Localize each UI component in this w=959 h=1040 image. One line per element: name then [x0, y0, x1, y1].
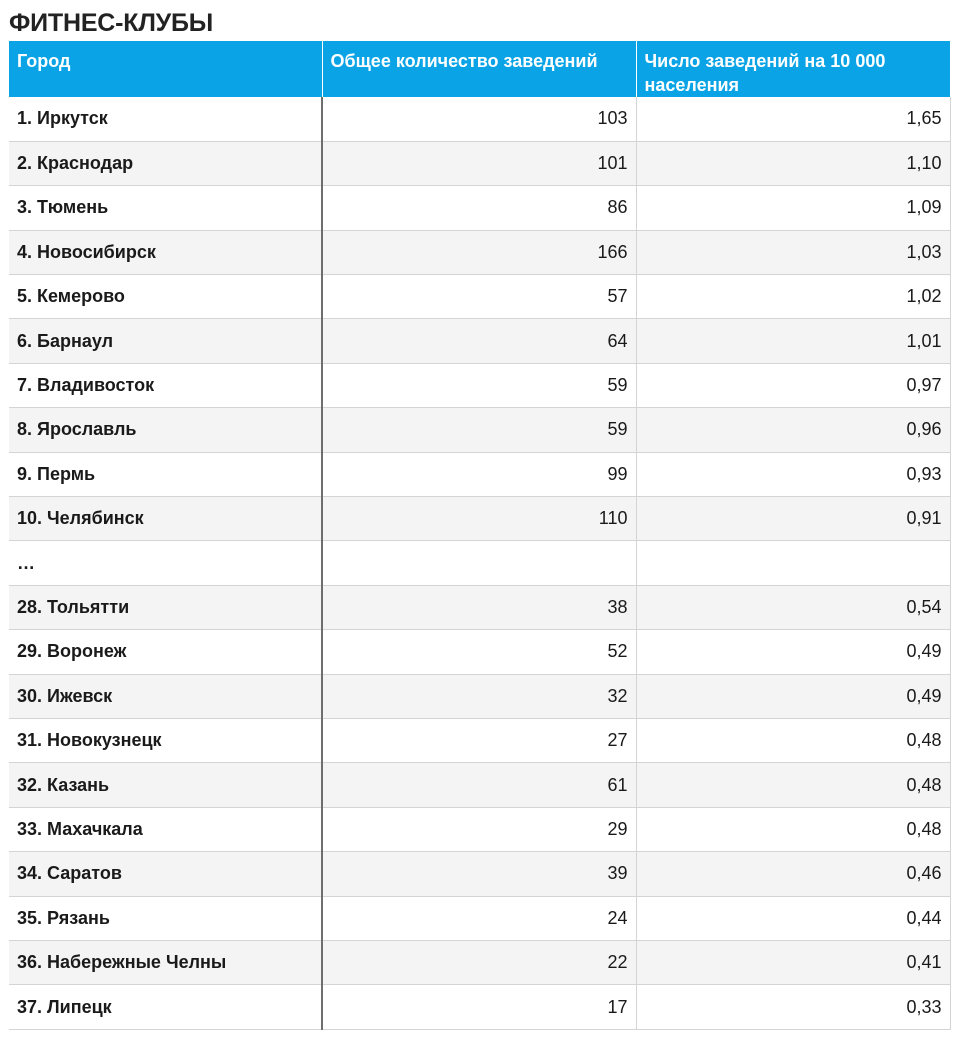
column-header-total: Общее количество заведений [322, 41, 636, 97]
city-cell: 1. Иркутск [9, 97, 322, 141]
table-row [9, 275, 950, 319]
per10k-cell: 1,01 [636, 319, 950, 363]
city-cell: 31. Новокузнецк [9, 718, 322, 762]
per10k-cell: 0,91 [636, 497, 950, 541]
total-cell: 52 [322, 630, 636, 674]
total-cell: 59 [322, 363, 636, 407]
city-cell: 29. Воронеж [9, 630, 322, 674]
total-cell: 61 [322, 763, 636, 807]
total-cell: 32 [322, 674, 636, 718]
city-cell: 32. Казань [9, 763, 322, 807]
total-cell: 166 [322, 230, 636, 274]
total-cell: 17 [322, 985, 636, 1029]
city-cell: 4. Новосибирск [9, 230, 322, 274]
table-row [9, 630, 950, 674]
total-cell: 110 [322, 497, 636, 541]
table-row [9, 718, 950, 762]
table-row [9, 807, 950, 851]
total-cell: 101 [322, 141, 636, 185]
city-cell: 30. Ижевск [9, 674, 322, 718]
city-cell: 7. Владивосток [9, 363, 322, 407]
total-cell: 38 [322, 585, 636, 629]
table-row [9, 363, 950, 407]
per10k-cell: 0,48 [636, 807, 950, 851]
per10k-cell: 0,96 [636, 408, 950, 452]
table-row [9, 985, 950, 1029]
per10k-cell: 0,93 [636, 452, 950, 496]
per10k-cell: 0,48 [636, 763, 950, 807]
total-cell: 64 [322, 319, 636, 363]
city-cell: 2. Краснодар [9, 141, 322, 185]
fitness-clubs-table [9, 41, 951, 1030]
table-header-row [9, 41, 950, 97]
per10k-cell: 0,48 [636, 718, 950, 762]
table-row [9, 763, 950, 807]
per10k-cell: 0,46 [636, 852, 950, 896]
city-cell: 35. Рязань [9, 896, 322, 940]
city-cell: 34. Саратов [9, 852, 322, 896]
per10k-cell: 0,44 [636, 896, 950, 940]
city-cell: 36. Набережные Челны [9, 940, 322, 984]
table-row [9, 852, 950, 896]
total-cell: 22 [322, 940, 636, 984]
per10k-cell: 0,33 [636, 985, 950, 1029]
city-cell: 10. Челябинск [9, 497, 322, 541]
per10k-cell: 0,97 [636, 363, 950, 407]
table-row [9, 940, 950, 984]
table-row [9, 230, 950, 274]
city-cell: 6. Барнаул [9, 319, 322, 363]
city-cell: 8. Ярославль [9, 408, 322, 452]
per10k-cell: 0,41 [636, 940, 950, 984]
table-row [9, 452, 950, 496]
table-row [9, 674, 950, 718]
column-header-city: Город [9, 41, 322, 97]
city-cell: … [9, 541, 322, 585]
city-cell: 28. Тольятти [9, 585, 322, 629]
per10k-cell: 0,49 [636, 674, 950, 718]
city-cell: 33. Махачкала [9, 807, 322, 851]
per10k-cell: 1,09 [636, 186, 950, 230]
per10k-cell: 0,54 [636, 585, 950, 629]
table-row [9, 319, 950, 363]
total-cell: 27 [322, 718, 636, 762]
table-row [9, 585, 950, 629]
table-row [9, 97, 950, 141]
per10k-cell: 1,02 [636, 275, 950, 319]
table-row [9, 186, 950, 230]
table-row [9, 541, 950, 585]
table-row [9, 408, 950, 452]
table-row [9, 497, 950, 541]
total-cell: 59 [322, 408, 636, 452]
total-cell: 103 [322, 97, 636, 141]
page-title: ФИТНЕС-КЛУБЫ [9, 9, 214, 37]
per10k-cell: 1,65 [636, 97, 950, 141]
table-row [9, 141, 950, 185]
column-header-per10k: Число заведений на 10 000 населения [636, 41, 950, 97]
total-cell: 86 [322, 186, 636, 230]
total-cell: 29 [322, 807, 636, 851]
total-cell: 99 [322, 452, 636, 496]
table-body [9, 97, 950, 1029]
city-cell: 37. Липецк [9, 985, 322, 1029]
city-cell: 5. Кемерово [9, 275, 322, 319]
per10k-cell: 1,10 [636, 141, 950, 185]
city-cell: 9. Пермь [9, 452, 322, 496]
total-cell: 24 [322, 896, 636, 940]
table-row [9, 896, 950, 940]
total-cell: 39 [322, 852, 636, 896]
total-cell: 57 [322, 275, 636, 319]
city-cell: 3. Тюмень [9, 186, 322, 230]
per10k-cell: 0,49 [636, 630, 950, 674]
total-cell [322, 541, 636, 585]
per10k-cell [636, 541, 950, 585]
per10k-cell: 1,03 [636, 230, 950, 274]
